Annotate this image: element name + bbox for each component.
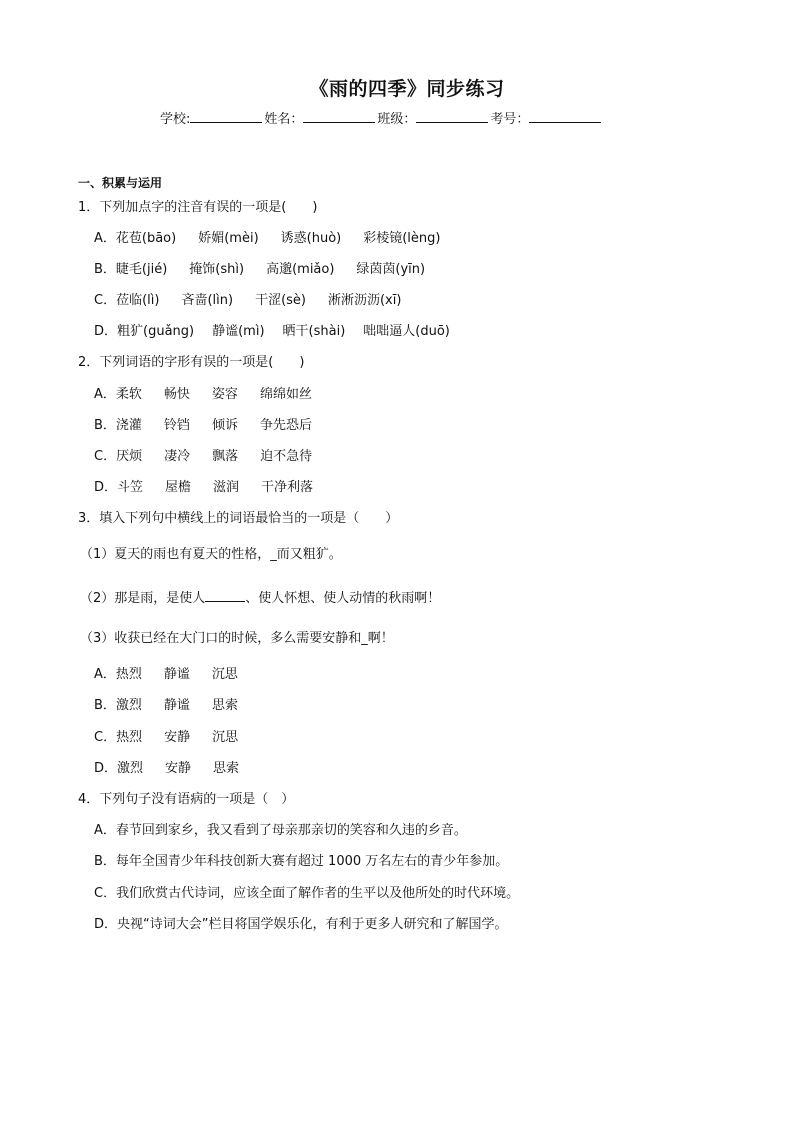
option-part: A．热烈	[94, 667, 142, 682]
option-part: 晒干(shài)	[282, 324, 346, 339]
option-part: 干涩(sè)	[255, 293, 306, 308]
option-part: D．粗犷(guǎng)	[94, 324, 195, 339]
option-part: 静谧	[163, 667, 190, 682]
question-4-option-b[interactable]: B．每年全国青少年科技创新大赛有超过 1000 万名左右的青少年参加。	[94, 854, 509, 869]
option-part: 彩棱镜(lèng)	[363, 231, 441, 246]
question-4-stem: 4．下列句子没有语病的一项是（ ）	[78, 792, 295, 807]
option-part: 铃铛	[163, 418, 190, 433]
question-3-option-d[interactable]	[94, 760, 239, 778]
option-part: D．斗笠	[94, 480, 144, 495]
option-part: 沉思	[212, 730, 239, 745]
option-part: 争先恐后	[259, 418, 312, 433]
school-label: 学校:	[160, 112, 191, 127]
question-3-stem: 3．填入下列句中横线上的词语最恰当的一项是（ ）	[78, 511, 399, 526]
number-label: 考号：	[490, 112, 530, 127]
question-2-option-c[interactable]	[94, 448, 312, 466]
option-part: 高邈(miǎo)	[266, 262, 335, 277]
option-part: 诱惑(huò)	[280, 231, 342, 246]
page-title: 《雨的四季》同步练习	[309, 78, 505, 100]
sentence-part: （2）那是雨，是使人	[80, 591, 206, 606]
question-4-option-a[interactable]: A．春节回到家乡，我又看到了母亲那亲切的笑容和久违的乡音。	[94, 823, 467, 838]
option-part: 静谧	[163, 698, 190, 713]
option-part: 沉思	[211, 667, 238, 682]
option-part: 思索	[213, 761, 240, 776]
option-part: A．柔软	[94, 387, 142, 402]
option-part: B．激烈	[94, 698, 142, 713]
fill-blank[interactable]	[205, 589, 245, 602]
question-2-option-b[interactable]	[94, 417, 312, 435]
question-1-option-c[interactable]	[94, 292, 401, 310]
option-part: 静谧(mì)	[212, 324, 265, 339]
option-part: D．激烈	[94, 761, 144, 776]
option-part: 娇媚(mèi)	[198, 231, 259, 246]
option-part: 咄咄逼人(duō)	[363, 324, 450, 339]
question-3-sentence-3: （3）收获已经在大门口的时候，多么需要安静和_啊！	[80, 631, 394, 646]
question-1-option-b[interactable]	[94, 261, 425, 279]
option-part: 凄冷	[164, 449, 191, 464]
school-blank[interactable]	[190, 110, 262, 123]
option-part: C．厌烦	[94, 449, 143, 464]
option-part: A．花苞(bāo)	[94, 231, 177, 246]
question-3-sentence-1: （1）夏天的雨也有夏天的性格，_而又粗犷。	[80, 547, 342, 562]
student-info-row	[160, 108, 640, 127]
option-part: 绵绵如丝	[259, 387, 312, 402]
option-part: C．莅临(lì)	[94, 293, 160, 308]
sentence-part: 、使人怀想、使人动情的秋雨啊！	[245, 591, 441, 606]
option-part: 淅淅沥沥(xī)	[327, 293, 402, 308]
option-part: 安静	[165, 761, 192, 776]
option-part: B．睫毛(jié)	[94, 262, 168, 277]
option-part: 思索	[211, 698, 238, 713]
option-part: 屋檐	[165, 480, 192, 495]
option-part: 绿茵茵(yīn)	[356, 262, 426, 277]
option-part: B．浇灌	[94, 418, 142, 433]
question-3-option-b[interactable]	[94, 697, 238, 715]
option-part: 姿容	[211, 387, 238, 402]
section-heading: 一、积累与运用	[78, 176, 163, 190]
option-part: 吝啬(lìn)	[181, 293, 234, 308]
option-part: 安静	[164, 730, 191, 745]
question-2-stem: 2．下列词语的字形有误的一项是( )	[78, 355, 305, 370]
option-part: 干净利落	[261, 480, 314, 495]
question-2-option-a[interactable]	[94, 386, 312, 404]
option-part: 畅快	[163, 387, 190, 402]
option-part: 迫不急待	[260, 449, 313, 464]
question-4-option-c[interactable]: C．我们欣赏古代诗词，应该全面了解作者的生平以及他所处的时代环境。	[94, 886, 520, 901]
question-2-option-d[interactable]	[94, 479, 313, 497]
class-label: 班级：	[377, 112, 417, 127]
number-blank[interactable]	[529, 110, 601, 123]
option-part: 飘落	[212, 449, 239, 464]
option-part: 掩饰(shì)	[189, 262, 245, 277]
question-3-sentence-2	[80, 589, 440, 608]
question-3-option-c[interactable]	[94, 729, 238, 747]
question-1-stem: 1．下列加点字的注音有误的一项是( )	[78, 200, 318, 215]
option-part: C．热烈	[94, 730, 143, 745]
question-4-option-d[interactable]: D．央视“诗词大会”栏目将国学娱乐化，有利于更多人研究和了解国学。	[94, 917, 508, 932]
question-1-option-a[interactable]	[94, 230, 440, 248]
option-part: 倾诉	[211, 418, 238, 433]
name-blank[interactable]	[303, 110, 375, 123]
class-blank[interactable]	[416, 110, 488, 123]
option-part: 滋润	[213, 480, 240, 495]
name-label: 姓名：	[264, 112, 304, 127]
question-3-option-a[interactable]	[94, 666, 238, 684]
question-1-option-d[interactable]	[94, 323, 450, 341]
